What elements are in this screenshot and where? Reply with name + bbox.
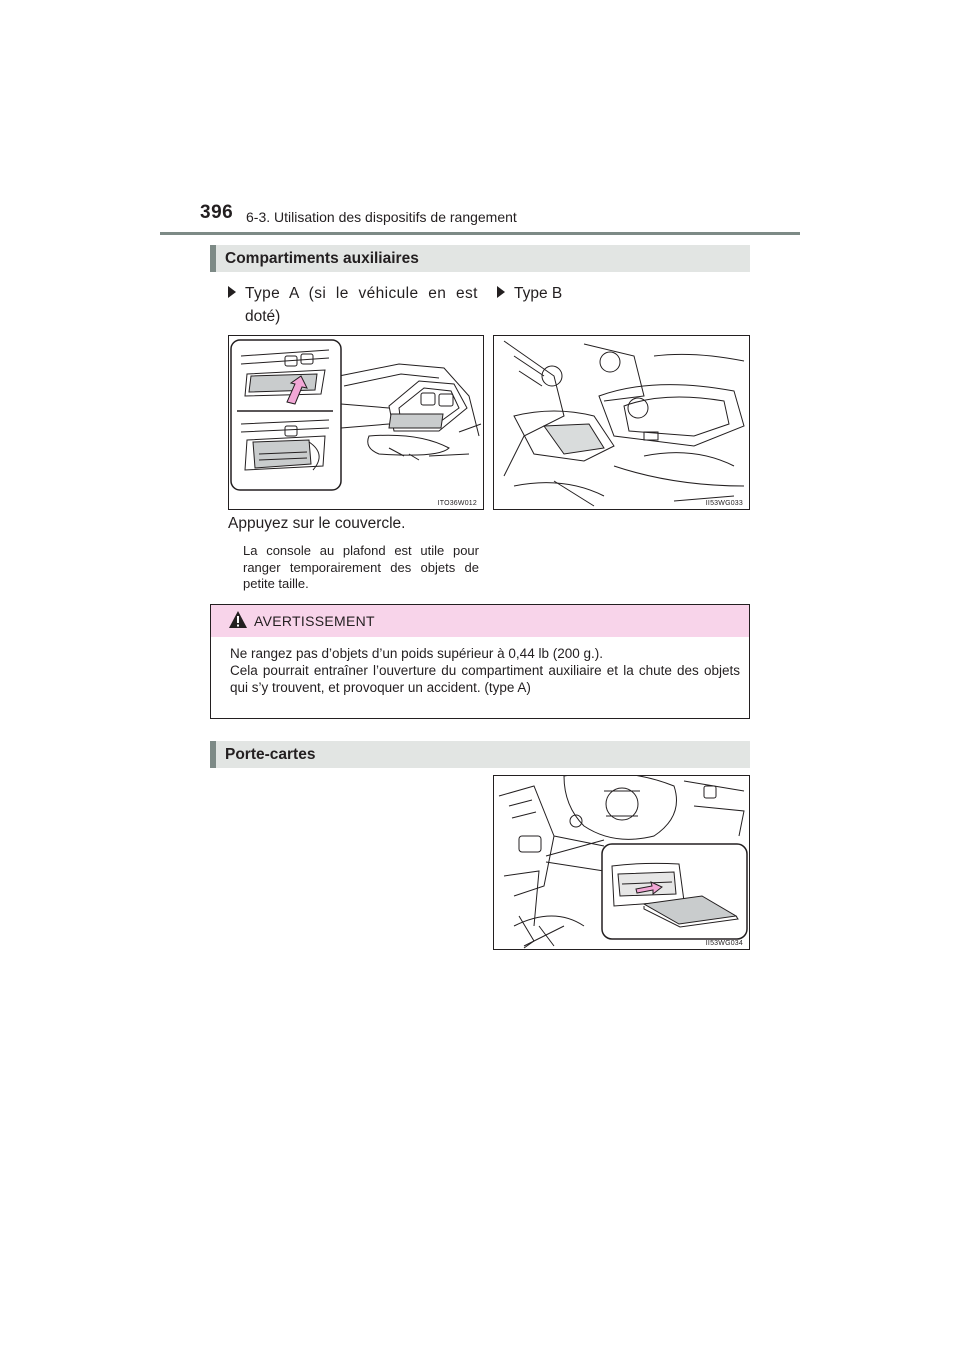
- bullet-triangle-icon: [497, 286, 505, 298]
- type-b-label: [497, 282, 562, 305]
- bullet-triangle-icon: [228, 286, 236, 298]
- chapter-title: 6-3. Utilisation des dispositifs de rangement: [246, 209, 517, 225]
- type-a-label: [228, 282, 478, 305]
- figure-type-a: [228, 335, 484, 510]
- note-text: La console au plafond est utile pour ranger temporairement des objets de petite taille.: [243, 543, 479, 591]
- warning-title: AVERTISSEMENT: [254, 613, 375, 629]
- instruction-text: Appuyez sur le couvercle.: [228, 515, 406, 532]
- figure-a-code: ITO36W012: [437, 500, 477, 507]
- figure-b-code: II53WG033: [705, 500, 743, 507]
- page-number: 396: [200, 202, 234, 223]
- type-a-line1: Type A (si le véhicule en est: [245, 285, 478, 302]
- section-heading-compartiments: [210, 245, 750, 272]
- warning-triangle-icon: [228, 610, 248, 630]
- figure-card-holder: [493, 775, 750, 950]
- warning-box: [210, 604, 750, 719]
- figure-type-b: [493, 335, 750, 510]
- center-console-illustration: [494, 336, 750, 510]
- type-b-text: Type B: [514, 285, 563, 302]
- overhead-console-illustration: [229, 336, 484, 510]
- warning-body: [230, 645, 740, 696]
- warning-line-2: Cela pourrait entraîner l’ouverture du compartiment auxiliaire et la chute des objets qui s’y trouvent, et provoquer un accident. (type A): [230, 663, 740, 695]
- card-holder-illustration: [494, 776, 750, 950]
- type-a-label-continued: doté): [245, 308, 281, 325]
- section-title: Porte-cartes: [225, 746, 316, 763]
- section-heading-porte-cartes: [210, 741, 750, 768]
- figure-card-code: II53WG034: [705, 940, 743, 947]
- warning-line-1: Ne rangez pas d’objets d’un poids supérieur à 0,44 lb (200 g.).: [230, 646, 603, 661]
- section-title: Compartiments auxiliaires: [225, 250, 419, 267]
- header-divider: [160, 232, 800, 235]
